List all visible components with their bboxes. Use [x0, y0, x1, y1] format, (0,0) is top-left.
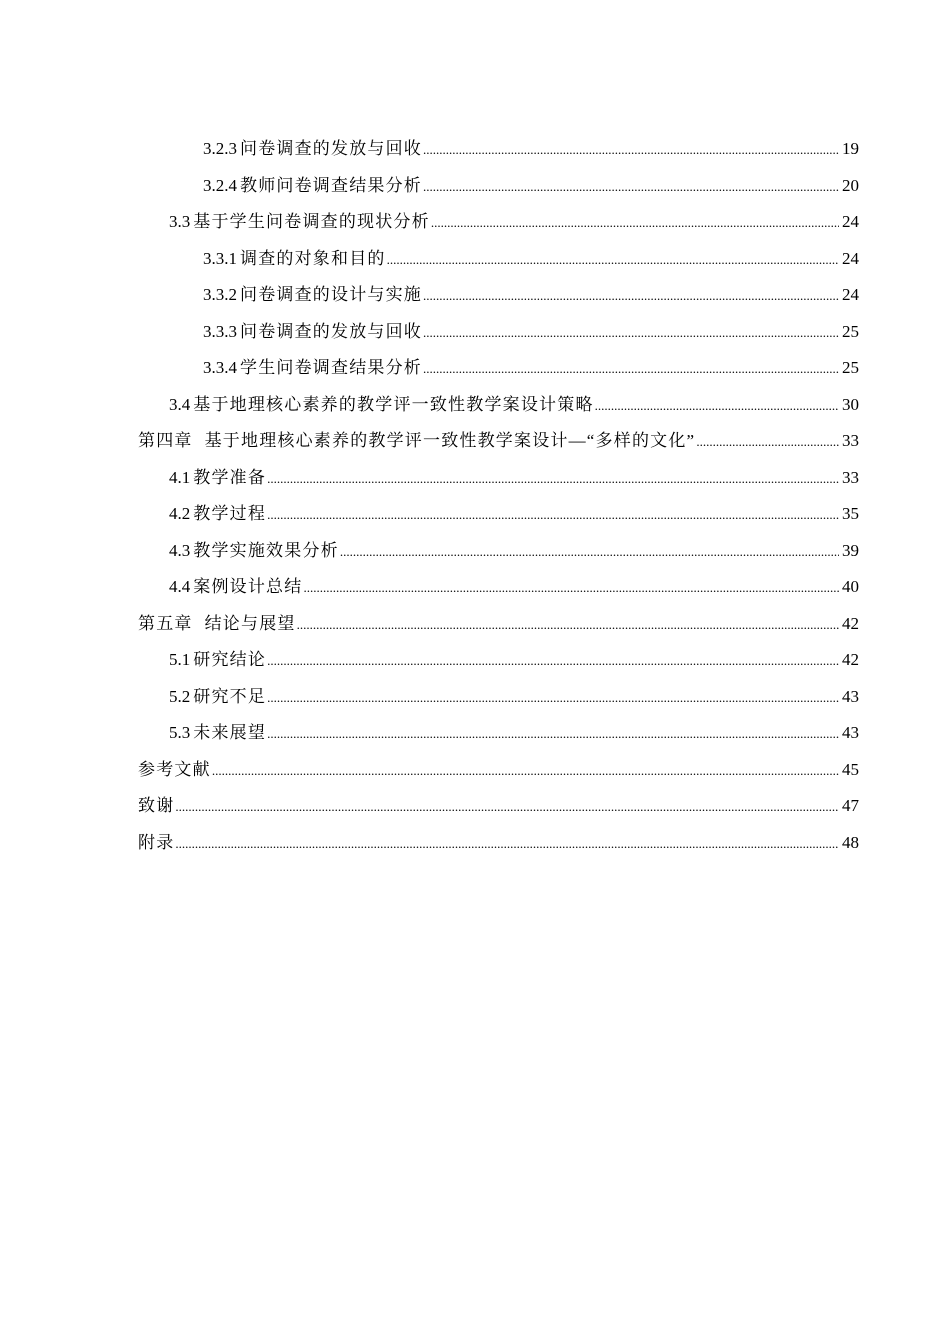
toc-entry-5-2[interactable]: [138, 679, 859, 716]
toc-entry-text: 致谢: [138, 796, 175, 815]
toc-entry-number: 4.2: [169, 504, 191, 523]
toc-entry-text: 参考文献: [138, 759, 211, 779]
table-of-contents: [138, 131, 859, 861]
toc-entry-number: 5.2: [169, 686, 191, 706]
dot-leader: [175, 826, 839, 863]
toc-page-number: 19: [842, 139, 859, 158]
toc-entry-number: 3.3.1: [203, 248, 237, 268]
toc-entry-4-2[interactable]: [138, 496, 859, 533]
toc-page-number: 25: [842, 321, 859, 341]
dot-leader: [423, 132, 839, 169]
toc-entry-title: [138, 752, 211, 789]
toc-entry-text: 附录: [138, 832, 175, 852]
toc-entry-text: 教学实施效果分析: [193, 540, 339, 560]
toc-entry-number: 3.4: [169, 394, 191, 414]
toc-entry-number: 4.1: [169, 467, 191, 487]
toc-page-number: 33: [842, 467, 859, 487]
toc-entry-3-3-1[interactable]: [138, 241, 859, 278]
toc-page-number: 40: [842, 577, 859, 596]
toc-entry-number: 3.3.2: [203, 285, 237, 304]
toc-entry-text: 教学过程: [193, 504, 267, 523]
dot-leader: [340, 534, 839, 571]
dot-leader: [267, 680, 839, 717]
toc-entry-title: [169, 679, 266, 716]
toc-entry-title: [169, 496, 266, 533]
toc-entry-title: [169, 569, 302, 606]
toc-entry-text: 结论与展望: [204, 613, 296, 633]
toc-page-number: 24: [842, 212, 859, 231]
toc-entry-number: 3.2.4: [203, 175, 237, 195]
toc-entry-number: 3.3.3: [203, 321, 237, 341]
toc-entry-number: 3.3: [169, 212, 191, 231]
toc-entry-number: 4.4: [169, 577, 191, 596]
dot-leader: [431, 205, 839, 242]
toc-entry-text: 教学准备: [193, 467, 267, 487]
toc-entry-number: 第五章: [138, 613, 193, 633]
toc-entry-title: [138, 606, 296, 643]
dot-leader: [267, 497, 839, 534]
toc-page-number: 47: [842, 796, 859, 815]
toc-entry-text: 基于地理核心素养的教学评一致性教学案设计—“多样的文化”: [204, 431, 696, 450]
toc-entry-text: 研究不足: [193, 686, 267, 706]
toc-entry-title: [138, 788, 174, 825]
toc-entry-title: [169, 533, 339, 570]
toc-entry-text: 问卷调查的发放与回收: [240, 139, 422, 158]
toc-entry-5-3[interactable]: [138, 715, 859, 752]
toc-entry-title: [203, 277, 422, 314]
dot-leader: [423, 351, 839, 388]
toc-page-number: 48: [842, 832, 859, 852]
toc-entry-title: [169, 204, 430, 241]
toc-entry-4-3[interactable]: [138, 533, 859, 570]
toc-entry-title: [203, 241, 386, 278]
dot-leader: [423, 278, 839, 315]
toc-entry-chapter-4[interactable]: [138, 423, 859, 460]
toc-entry-3-2-4[interactable]: [138, 168, 859, 205]
toc-page-number: 35: [842, 504, 859, 523]
toc-page-number: 45: [842, 759, 859, 779]
toc-page-number: 43: [842, 723, 859, 742]
toc-entry-title: [138, 825, 174, 862]
dot-leader: [212, 753, 839, 790]
toc-entry-3-4[interactable]: [138, 387, 859, 424]
dot-leader: [297, 607, 839, 644]
toc-entry-text: 未来展望: [193, 723, 267, 742]
toc-entry-number: 第四章: [138, 431, 193, 450]
toc-entry-text: 调查的对象和目的: [240, 248, 386, 268]
dot-leader: [387, 242, 839, 279]
toc-entry-3-3-3[interactable]: [138, 314, 859, 351]
toc-entry-3-3-2[interactable]: [138, 277, 859, 314]
toc-page-number: 24: [842, 285, 859, 304]
toc-entry-title: [203, 131, 422, 168]
toc-entry-title: [203, 350, 422, 387]
dot-leader: [423, 169, 839, 206]
toc-entry-title: [169, 642, 266, 679]
toc-entry-text: 基于地理核心素养的教学评一致性教学案设计策略: [193, 394, 594, 414]
toc-entry-3-3-4[interactable]: [138, 350, 859, 387]
dot-leader: [303, 570, 839, 607]
toc-entry-chapter-5[interactable]: [138, 606, 859, 643]
toc-entry-number: 5.3: [169, 723, 191, 742]
toc-page-number: 25: [842, 358, 859, 377]
dot-leader: [267, 643, 839, 680]
toc-entry-title: [203, 168, 422, 205]
toc-page-number: 42: [842, 613, 859, 633]
toc-page-number: 33: [842, 431, 859, 450]
toc-entry-number: 5.1: [169, 650, 191, 669]
toc-entry-number: 3.3.4: [203, 358, 237, 377]
toc-entry-appendix[interactable]: [138, 825, 859, 862]
dot-leader: [696, 424, 839, 461]
toc-page-number: 30: [842, 394, 859, 414]
toc-entry-references[interactable]: [138, 752, 859, 789]
toc-entry-title: [138, 423, 695, 460]
toc-entry-title: [169, 460, 266, 497]
toc-entry-4-1[interactable]: [138, 460, 859, 497]
toc-entry-number: 3.2.3: [203, 139, 237, 158]
toc-page-number: 39: [842, 540, 859, 560]
dot-leader: [175, 789, 839, 826]
toc-entry-text: 基于学生问卷调查的现状分析: [193, 212, 430, 231]
toc-entry-acknowledgements[interactable]: [138, 788, 859, 825]
toc-page-number: 20: [842, 175, 859, 195]
dot-leader: [423, 315, 839, 352]
toc-entry-text: 案例设计总结: [193, 577, 303, 596]
toc-entry-text: 研究结论: [193, 650, 267, 669]
toc-entry-text: 学生问卷调查结果分析: [240, 358, 422, 377]
toc-entry-3-2-3[interactable]: [138, 131, 859, 168]
toc-entry-5-1[interactable]: [138, 642, 859, 679]
toc-entry-text: 教师问卷调查结果分析: [240, 175, 422, 195]
toc-entry-number: 4.3: [169, 540, 191, 560]
toc-entry-text: 问卷调查的设计与实施: [240, 285, 422, 304]
toc-entry-title: [169, 715, 266, 752]
toc-page-number: 43: [842, 686, 859, 706]
toc-entry-text: 问卷调查的发放与回收: [240, 321, 422, 341]
dot-leader: [595, 388, 839, 425]
toc-entry-4-4[interactable]: [138, 569, 859, 606]
dot-leader: [267, 461, 839, 498]
toc-entry-3-3[interactable]: [138, 204, 859, 241]
toc-entry-title: [169, 387, 594, 424]
toc-page-number: 24: [842, 248, 859, 268]
dot-leader: [267, 716, 839, 753]
toc-page-number: 42: [842, 650, 859, 669]
toc-entry-title: [203, 314, 422, 351]
